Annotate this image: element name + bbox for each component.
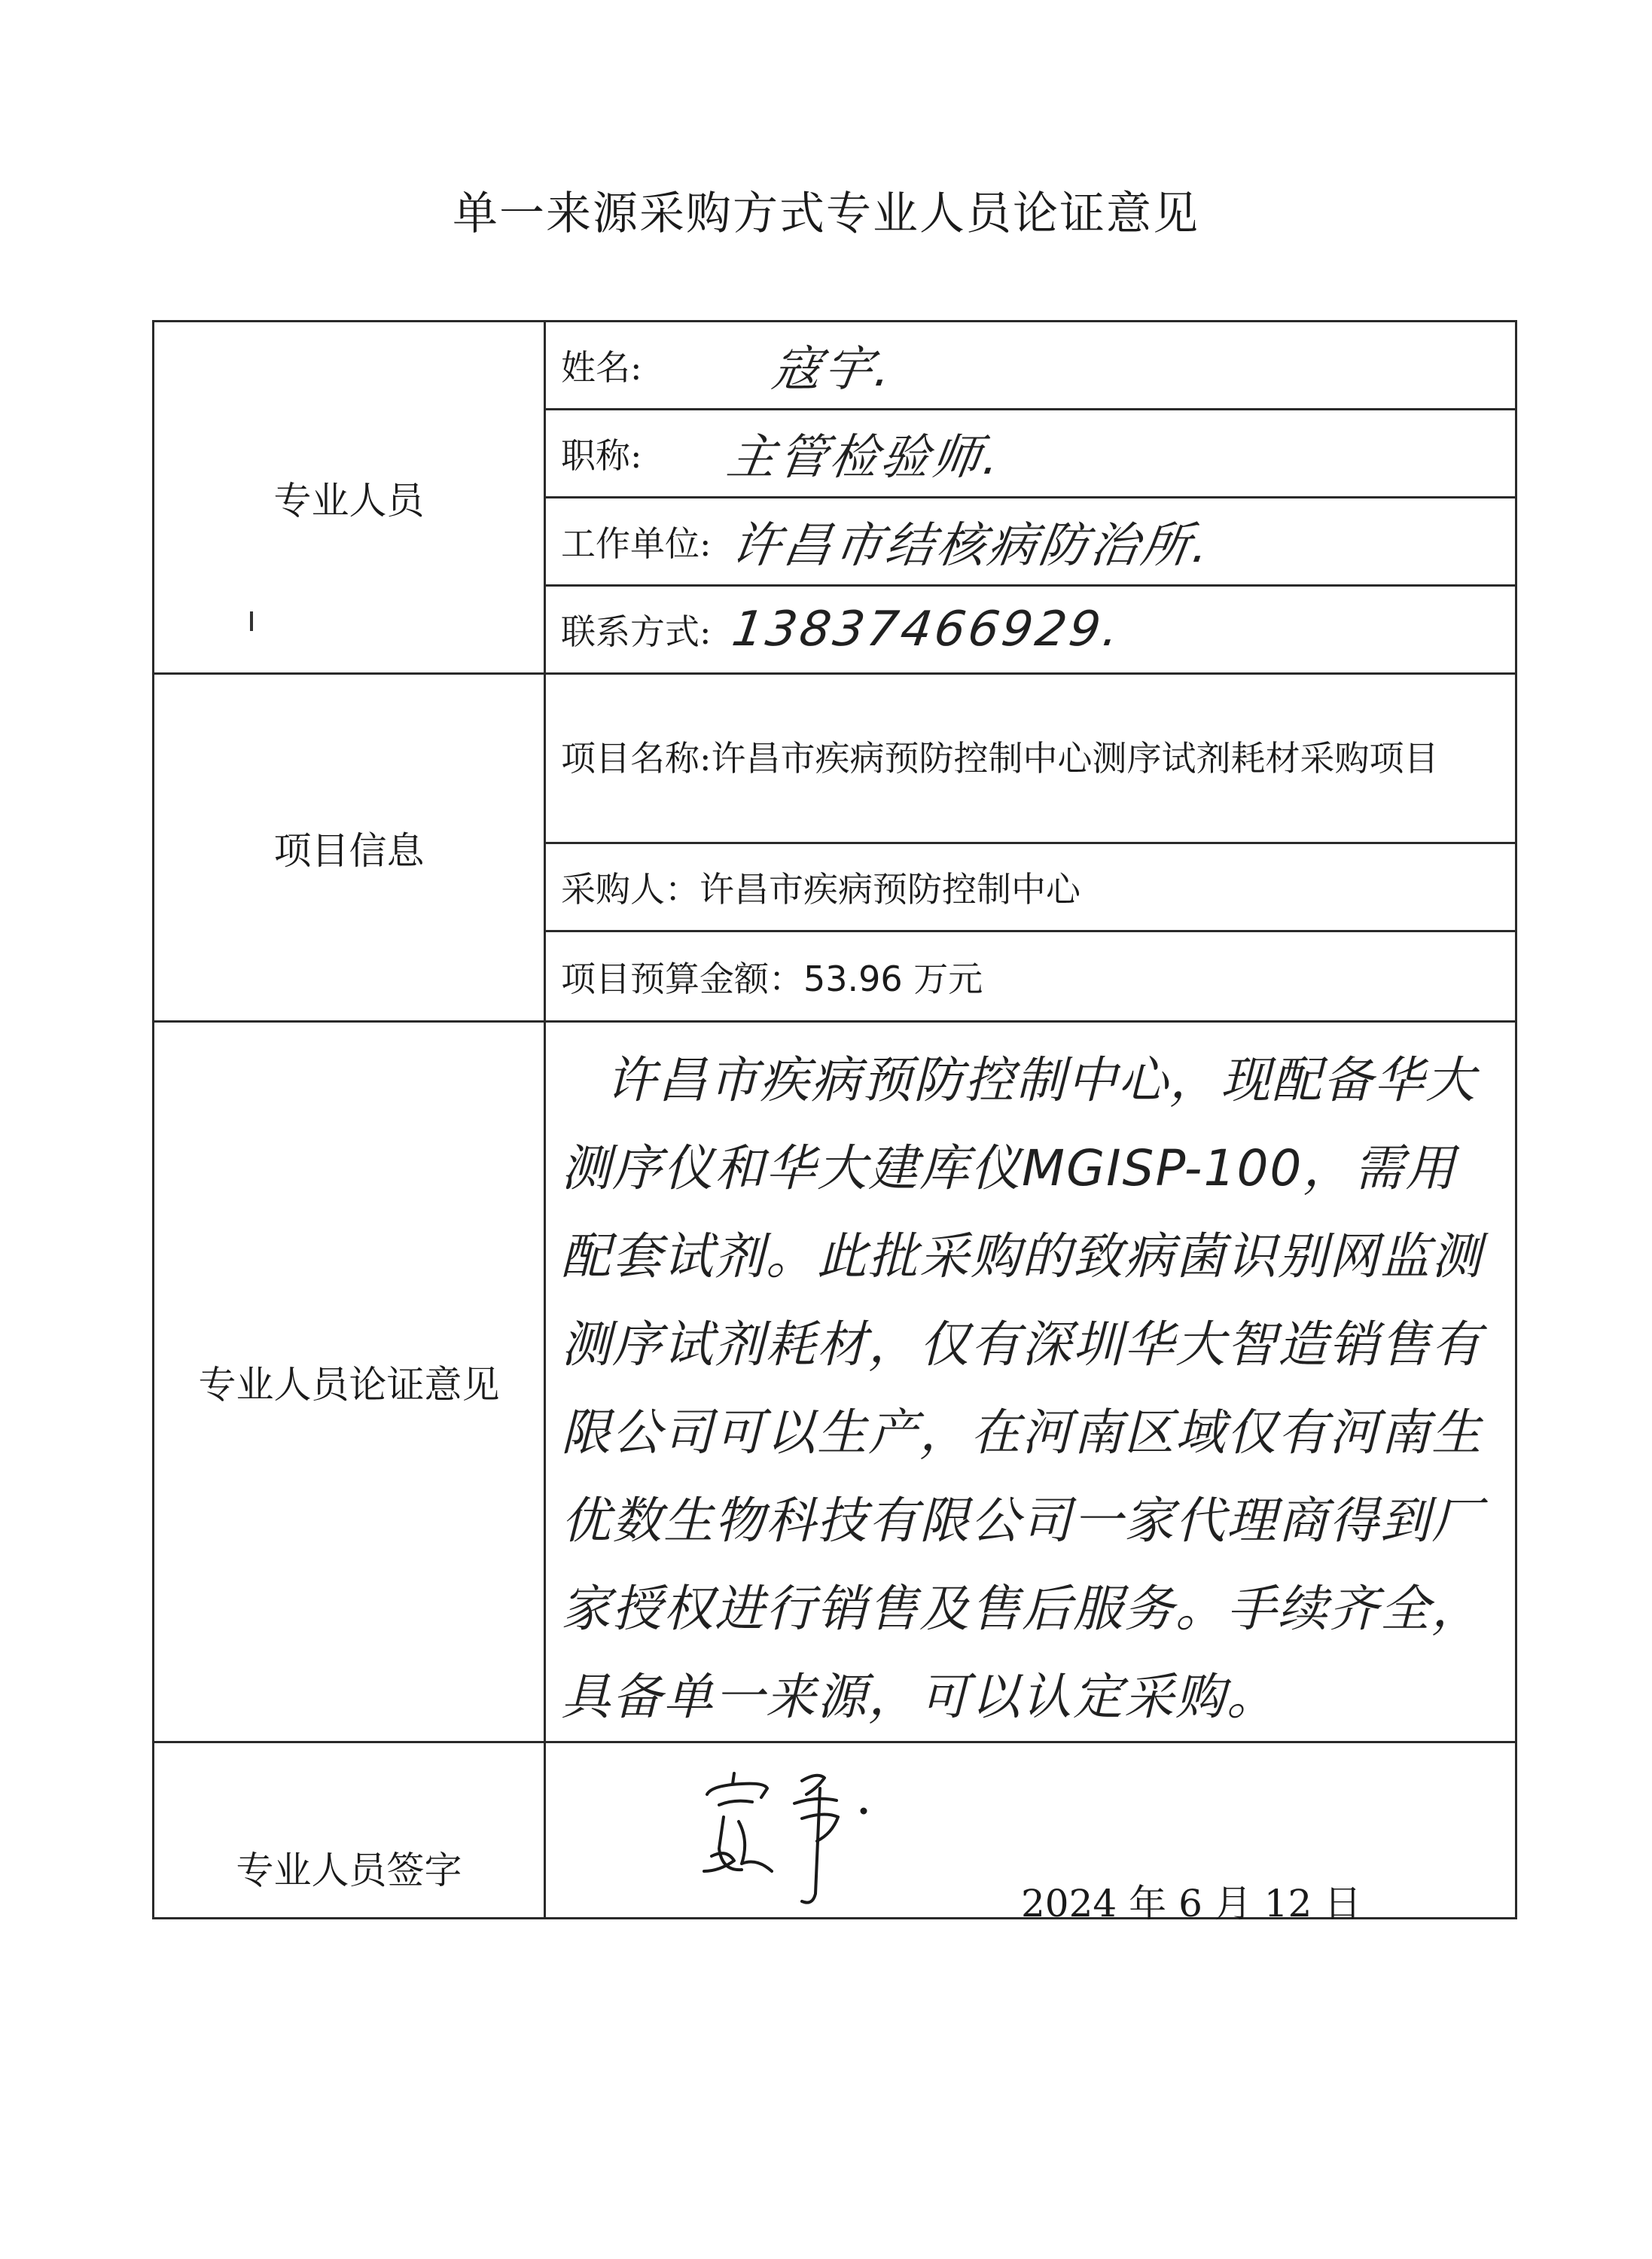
budget-label: 项目预算金额：	[561, 958, 803, 999]
date-month: 6	[1178, 1882, 1202, 1925]
contact-row	[545, 586, 1516, 674]
project-name: 项目名称:许昌市疾病预防控制中心测序试剂耗材采购项目	[545, 674, 1516, 843]
purchaser: 采购人：许昌市疾病预防控制中心	[545, 843, 1516, 931]
handwritten-signature	[689, 1758, 915, 1909]
title-value: 主管检验师.	[724, 430, 1006, 486]
date-month-unit: 月	[1214, 1882, 1252, 1925]
page-title: 单一来源采购方式专业人员论证意见	[453, 187, 1199, 240]
work-unit-value: 许昌市结核病防治所.	[728, 518, 1215, 574]
contact-label: 联系方式:	[561, 611, 712, 652]
personnel-section-label: 专业人员	[154, 322, 545, 674]
work-unit-row	[545, 498, 1516, 586]
project-section-label: 项目信息	[154, 674, 545, 1022]
name-label: 姓名:	[561, 347, 642, 388]
opinion-text: 许昌市疾病预防控制中心，现配备华大测序仪和华大建库仪MGISP-100，需用配套试剂。此批采购的致病菌识别网监测测序试剂耗材，仅有深圳华大智造销售有限公司可以生产，在河南区域仅有河南生优数生物科技有限公司一家代理商得到厂家授权进行销售及售后服务。手续齐全，具备单一来源，可以认定采购。	[561, 1051, 1483, 1726]
date-year-unit: 年	[1129, 1882, 1167, 1925]
date-day-unit: 日	[1324, 1882, 1362, 1925]
budget-value: 53.96 万元	[803, 958, 983, 999]
argument-form-table	[152, 320, 1517, 1919]
opinion-cell	[545, 1022, 1516, 1742]
opinion-section-label: 专业人员论证意见	[154, 1022, 545, 1742]
title-label: 职称:	[561, 435, 642, 476]
signing-date	[1021, 1873, 1361, 1928]
work-unit-label: 工作单位:	[561, 523, 712, 564]
date-year: 2024	[1021, 1882, 1117, 1925]
contact-value: 13837466929.	[728, 602, 1126, 657]
name-value: 寇宇.	[769, 342, 898, 398]
date-day: 12	[1263, 1882, 1312, 1925]
signature-section-label: 专业人员签字	[154, 1742, 545, 1919]
budget-row	[545, 931, 1516, 1022]
name-row	[545, 322, 1516, 410]
title-row	[545, 410, 1516, 498]
